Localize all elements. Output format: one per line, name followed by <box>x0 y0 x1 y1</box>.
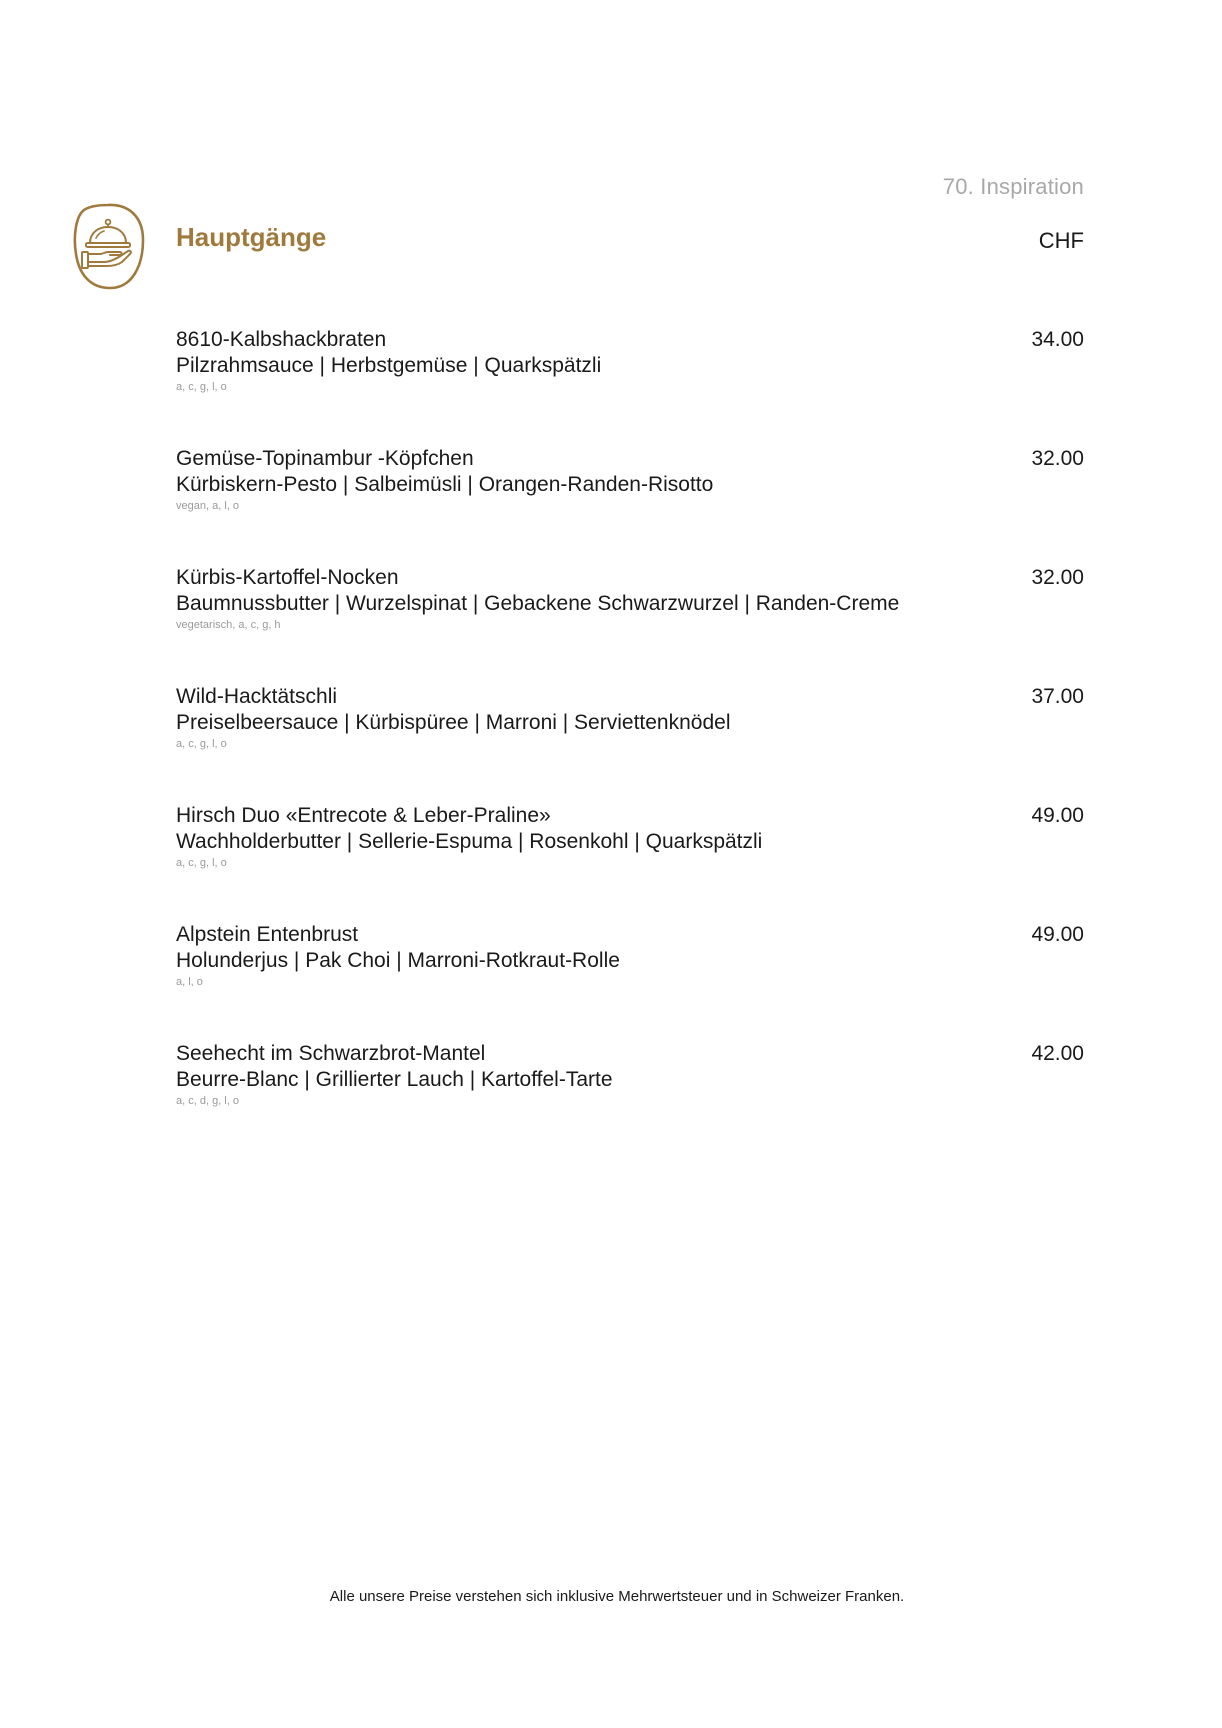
menu-item-list <box>176 326 1084 1159</box>
menu-item-name: Hirsch Duo «Entrecote & Leber-Praline» <box>176 804 551 827</box>
menu-item <box>176 921 1084 1040</box>
menu-item-name: Alpstein Entenbrust <box>176 923 359 946</box>
menu-item-price: 34.00 <box>1031 328 1084 351</box>
menu-item-price: 49.00 <box>1031 923 1084 946</box>
menu-item-allergens: a, c, g, l, o <box>176 738 227 750</box>
menu-item-allergens: a, c, g, l, o <box>176 381 227 393</box>
menu-item-description: Holunderjus | Pak Choi | Marroni-Rotkraut-Rolle <box>176 949 620 972</box>
menu-item-allergens: a, c, d, g, l, o <box>176 1095 239 1107</box>
menu-item-name: Gemüse-Topinambur -Köpfchen <box>176 447 474 470</box>
menu-item-description: Preiselbeersauce | Kürbispüree | Marroni | Serviettenknödel <box>176 711 731 734</box>
menu-item-name: Kürbis-Kartoffel-Nocken <box>176 566 399 589</box>
menu-item-description: Kürbiskern-Pesto | Salbeimüsli | Orangen-Randen-Risotto <box>176 473 714 496</box>
menu-item-name: Seehecht im Schwarzbrot-Mantel <box>176 1042 486 1065</box>
menu-edition: 70. Inspiration <box>942 174 1084 199</box>
menu-item-price: 42.00 <box>1031 1042 1084 1065</box>
menu-item-price: 32.00 <box>1031 447 1084 470</box>
menu-item-name: 8610-Kalbshackbraten <box>176 328 387 351</box>
price-disclaimer: Alle unsere Preise verstehen sich inklusive Mehrwertsteuer und in Schweizer Franken. <box>329 1588 905 1605</box>
menu-item-description: Pilzrahmsauce | Herbstgemüse | Quarkspätzli <box>176 354 602 377</box>
serving-cloche-icon <box>70 202 146 290</box>
currency-label: CHF <box>1038 228 1084 253</box>
menu-item-description: Baumnussbutter | Wurzelspinat | Gebackene Schwarzwurzel | Randen-Creme <box>176 592 900 615</box>
menu-item-allergens: a, c, g, l, o <box>176 857 227 869</box>
menu-item <box>176 802 1084 921</box>
section-title: Hauptgänge <box>176 222 327 252</box>
menu-item-allergens: vegetarisch, a, c, g, h <box>176 619 281 631</box>
menu-item-allergens: a, l, o <box>176 976 203 988</box>
menu-item-allergens: vegan, a, l, o <box>176 500 239 512</box>
menu-item-price: 49.00 <box>1031 804 1084 827</box>
menu-item-price: 32.00 <box>1031 566 1084 589</box>
menu-item-price: 37.00 <box>1031 685 1084 708</box>
menu-item <box>176 445 1084 564</box>
menu-item <box>176 1040 1084 1159</box>
menu-item <box>176 564 1084 683</box>
menu-item-description: Beurre-Blanc | Grillierter Lauch | Kartoffel-Tarte <box>176 1068 613 1091</box>
menu-item-name: Wild-Hacktätschli <box>176 685 338 708</box>
menu-item <box>176 326 1084 445</box>
menu-item <box>176 683 1084 802</box>
menu-item-description: Wachholderbutter | Sellerie-Espuma | Rosenkohl | Quarkspätzli <box>176 830 763 853</box>
